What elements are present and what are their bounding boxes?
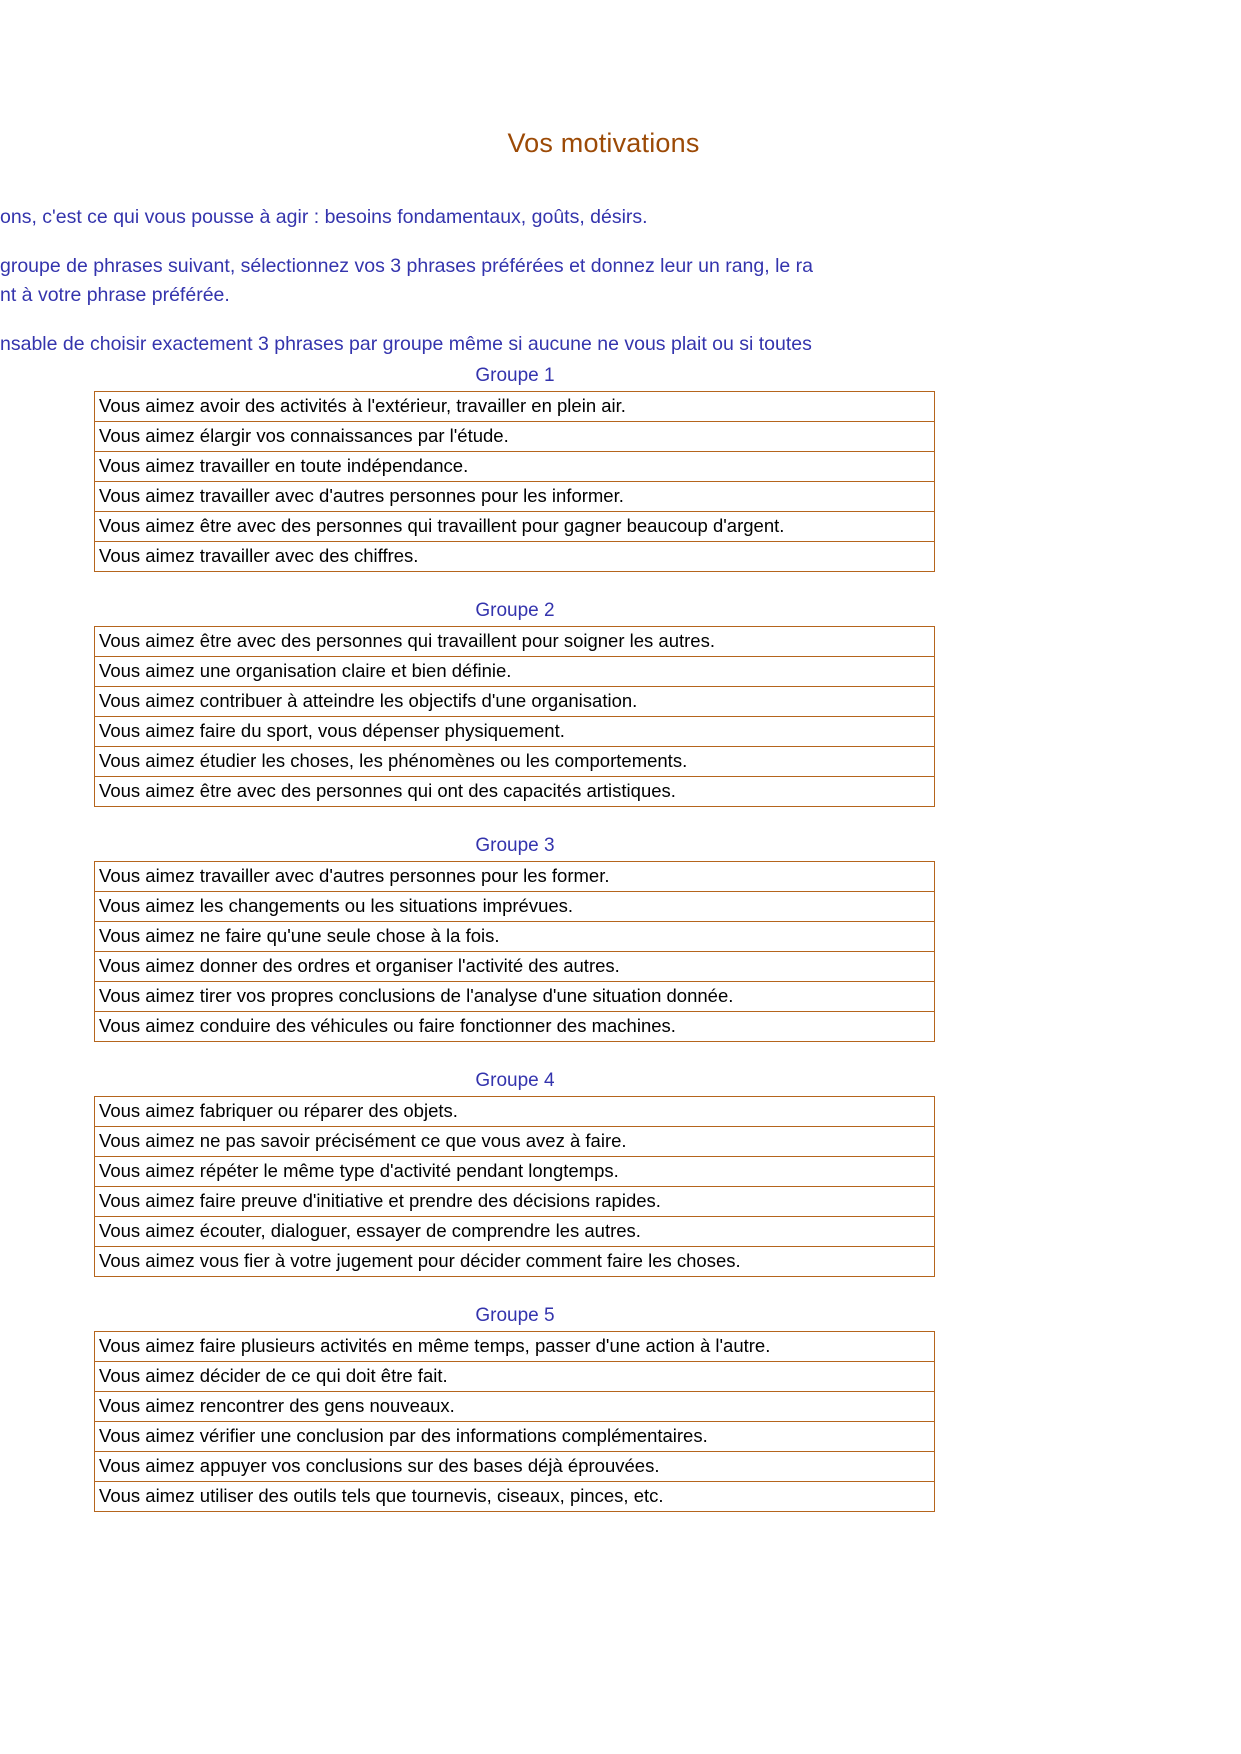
group-block — [0, 365, 1241, 572]
table-row[interactable] — [95, 392, 935, 422]
statement-cell[interactable]: Vous aimez une organisation claire et bien définie. — [95, 657, 935, 687]
statement-cell[interactable]: Vous aimez fabriquer ou réparer des objets. — [95, 1097, 935, 1127]
statement-cell[interactable]: Vous aimez travailler en toute indépendance. — [95, 452, 935, 482]
table-row[interactable] — [95, 1187, 935, 1217]
table-row[interactable] — [95, 422, 935, 452]
intro-paragraph-2-continued: nt à votre phrase préférée. — [0, 283, 230, 306]
statement-cell[interactable]: Vous aimez les changements ou les situations imprévues. — [95, 892, 935, 922]
table-row[interactable] — [95, 1127, 935, 1157]
table-row[interactable] — [95, 512, 935, 542]
group-heading: Groupe 1 — [475, 365, 555, 386]
statement-cell[interactable]: Vous aimez faire preuve d'initiative et prendre des décisions rapides. — [95, 1187, 935, 1217]
statement-cell[interactable]: Vous aimez rencontrer des gens nouveaux. — [95, 1392, 935, 1422]
statement-cell[interactable]: Vous aimez être avec des personnes qui ont des capacités artistiques. — [95, 777, 935, 807]
statement-cell[interactable]: Vous aimez vous fier à votre jugement pour décider comment faire les choses. — [95, 1247, 935, 1277]
intro-paragraph-2: groupe de phrases suivant, sélectionnez vos 3 phrases préférées et donnez leur un rang, le ra — [0, 255, 814, 278]
table-row[interactable] — [95, 1392, 935, 1422]
table-row[interactable] — [95, 747, 935, 777]
statement-cell[interactable]: Vous aimez étudier les choses, les phénomènes ou les comportements. — [95, 747, 935, 777]
statement-cell[interactable]: Vous aimez faire plusieurs activités en même temps, passer d'une action à l'autre. — [95, 1332, 935, 1362]
table-row[interactable] — [95, 1452, 935, 1482]
table-row[interactable] — [95, 657, 935, 687]
table-row[interactable] — [95, 542, 935, 572]
table-row[interactable] — [95, 717, 935, 747]
table-row[interactable] — [95, 982, 935, 1012]
table-row[interactable] — [95, 922, 935, 952]
document-body — [0, 0, 1241, 359]
group-heading: Groupe 4 — [475, 1070, 555, 1091]
group-heading: Groupe 2 — [475, 600, 555, 621]
group-heading: Groupe 5 — [475, 1305, 555, 1326]
table-row[interactable] — [95, 1097, 935, 1127]
table-row[interactable] — [95, 892, 935, 922]
statement-cell[interactable]: Vous aimez décider de ce qui doit être fait. — [95, 1362, 935, 1392]
table-row[interactable] — [95, 1012, 935, 1042]
table-row[interactable] — [95, 1332, 935, 1362]
statement-cell[interactable]: Vous aimez donner des ordres et organiser l'activité des autres. — [95, 952, 935, 982]
statement-cell[interactable]: Vous aimez être avec des personnes qui travaillent pour soigner les autres. — [95, 627, 935, 657]
statement-cell[interactable]: Vous aimez vérifier une conclusion par des informations complémentaires. — [95, 1422, 935, 1452]
table-row[interactable] — [95, 1217, 935, 1247]
table-row[interactable] — [95, 452, 935, 482]
table-row[interactable] — [95, 627, 935, 657]
groups-container — [0, 365, 1241, 1540]
table-row[interactable] — [95, 1422, 935, 1452]
group-heading: Groupe 3 — [475, 835, 555, 856]
group-block — [0, 835, 1241, 1042]
group-statements-table — [94, 391, 935, 572]
page-title: Vos motivations — [507, 128, 700, 158]
statement-cell[interactable]: Vous aimez conduire des véhicules ou faire fonctionner des machines. — [95, 1012, 935, 1042]
statement-cell[interactable]: Vous aimez travailler avec des chiffres. — [95, 542, 935, 572]
table-row[interactable] — [95, 1157, 935, 1187]
statement-cell[interactable]: Vous aimez travailler avec d'autres personnes pour les informer. — [95, 482, 935, 512]
statement-cell[interactable]: Vous aimez utiliser des outils tels que tournevis, ciseaux, pinces, etc. — [95, 1482, 935, 1512]
statement-cell[interactable]: Vous aimez ne faire qu'une seule chose à la fois. — [95, 922, 935, 952]
statement-cell[interactable]: Vous aimez répéter le même type d'activité pendant longtemps. — [95, 1157, 935, 1187]
intro-paragraph-3: nsable de choisir exactement 3 phrases par groupe même si aucune ne vous plait ou si toutes — [0, 333, 812, 356]
group-statements-table — [94, 1331, 935, 1512]
table-row[interactable] — [95, 1362, 935, 1392]
table-row[interactable] — [95, 687, 935, 717]
statement-cell[interactable]: Vous aimez être avec des personnes qui travaillent pour gagner beaucoup d'argent. — [95, 512, 935, 542]
statement-cell[interactable]: Vous aimez élargir vos connaissances par l'étude. — [95, 422, 935, 452]
table-row[interactable] — [95, 1247, 935, 1277]
group-statements-table — [94, 861, 935, 1042]
intro-paragraph-1: ons, c'est ce qui vous pousse à agir : besoins fondamentaux, goûts, désirs. — [0, 206, 648, 228]
table-row[interactable] — [95, 862, 935, 892]
statement-cell[interactable]: Vous aimez contribuer à atteindre les objectifs d'une organisation. — [95, 687, 935, 717]
statement-cell[interactable]: Vous aimez appuyer vos conclusions sur des bases déjà éprouvées. — [95, 1452, 935, 1482]
group-statements-table — [94, 1096, 935, 1277]
group-block — [0, 1070, 1241, 1277]
table-row[interactable] — [95, 1482, 935, 1512]
statement-cell[interactable]: Vous aimez avoir des activités à l'extérieur, travailler en plein air. — [95, 392, 935, 422]
table-row[interactable] — [95, 482, 935, 512]
statement-cell[interactable]: Vous aimez écouter, dialoguer, essayer de comprendre les autres. — [95, 1217, 935, 1247]
group-block — [0, 1305, 1241, 1512]
statement-cell[interactable]: Vous aimez tirer vos propres conclusions de l'analyse d'une situation donnée. — [95, 982, 935, 1012]
table-row[interactable] — [95, 952, 935, 982]
statement-cell[interactable]: Vous aimez travailler avec d'autres personnes pour les former. — [95, 862, 935, 892]
statement-cell[interactable]: Vous aimez ne pas savoir précisément ce que vous avez à faire. — [95, 1127, 935, 1157]
group-block — [0, 600, 1241, 807]
group-statements-table — [94, 626, 935, 807]
table-row[interactable] — [95, 777, 935, 807]
statement-cell[interactable]: Vous aimez faire du sport, vous dépenser physiquement. — [95, 717, 935, 747]
